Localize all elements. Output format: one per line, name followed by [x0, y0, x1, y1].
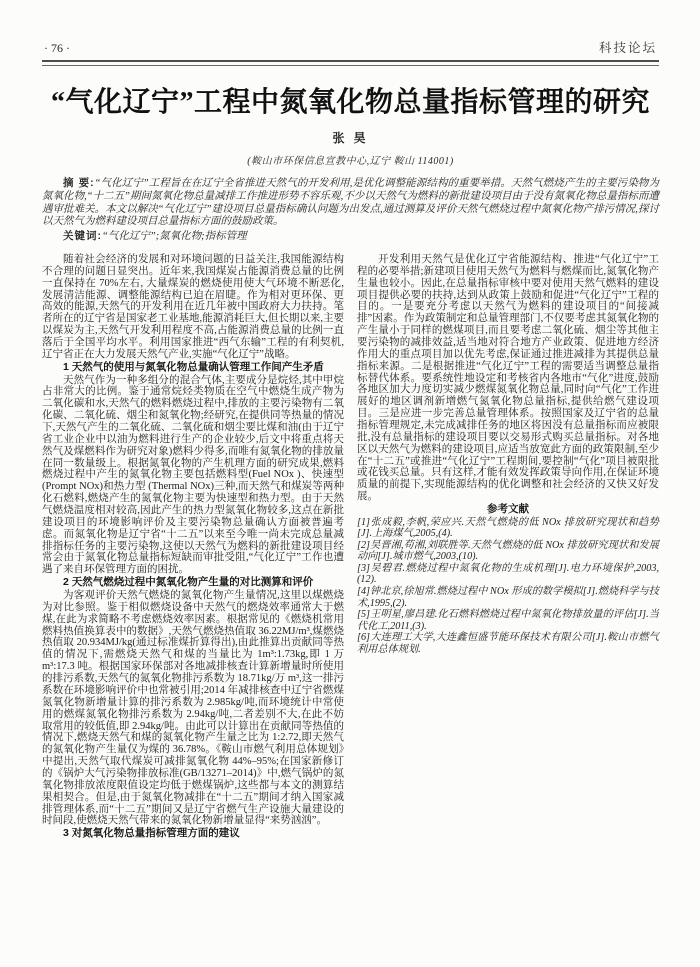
article-author: 张 昊 — [332, 131, 369, 145]
section-2-heading: 2 天然气燃烧过程中氮氧化物产生量的对比测算和评价 — [63, 576, 314, 589]
keywords-label: 关键词: — [63, 230, 102, 243]
reference-item: [3]吴碧君.燃烧过程中氮氧化物的生成机理[J].电力环境保护,2003,(12). — [357, 562, 659, 586]
reference-item: [2]吴晋湘,苟湘,刘联胜等.天然气燃烧的低 NOx 排放研究现状和发展动向[J].城市燃气,2003,(10). — [357, 539, 659, 563]
journal-section: 科技论坛 — [598, 41, 657, 55]
section-2-paragraph: 为客观评价天然气燃烧的氮氧化物产生量情况,这里以煤燃烧为对比参照。鉴于相似燃烧设备中天然气的燃烧效率通常大于燃煤,在此为求简略不考虑燃烧效率因素。根据常见的《燃烧机常用燃料热值换算表中的数据》,天然气燃烧热值取 36.22MJ/m³,煤燃烧热值取 20.934MJ/kg(通过标准煤折算得出),由此推算出贡献同等热值的情况下,需燃烧天然气和煤的当量比为 1m³:1.73kg,即 1 万 m³:17.3 吨。根据国家环保部对各地减排核查计算新增量时所使用的排污系数,天然气的氮氧化物排污系数为 18.71kg/万 m³,这一排污系数在环境影响评价中也常被引用;2014 年减排核查中辽宁省燃煤氮氧化物新增量计算的排污系数为 2.985kg/吨,而环境统计中常使用的燃煤氮氧化物排污系数为 2.94kg/吨,二者差别不大,在此不妨取常用的较低值,即 2.94kg/吨。由此可以计算出在贡献同等热值的情况下,燃烧天然气和煤的氮氧化物产生量之比为 1:2.72,即天然气的氮氧化物产生量仅为煤的 36.78%。《鞍山市燃气利用总体规划》中提出,天然气取代煤炭可减排氮氧化物 44%–95%;在国家新修订的《锅炉大气污染物排放标准(GB/13271–2014)》中,燃气锅炉的氮氧化物排放浓度限值设定均低于燃煤锅炉,这些都与本文的测算结果相契合。但是,由于氮氧化物减排在“十二五”期间才纳入国家减排管理体系,而“十二五”期间又是辽宁省燃气生产设施大量建设的时间段,使燃烧天然气带来的氮氧化物新增量显得“来势汹汹”。 — [42, 590, 344, 827]
reference-item: [4]钟北京,徐旭常.燃烧过程中 NOx 形成的数学模拟[J].燃烧科学与技术,1995,(2). — [357, 585, 659, 609]
page-number: · 76 · — [44, 41, 70, 55]
reference-item: [5]王明星,廖昌建.化石燃料燃烧过程中氮氧化物排放量的评估[J].当代化工,2011,(3). — [357, 609, 659, 632]
section-3-paragraph: 开发利用天然气是优化辽宁省能源结构、推进“气化辽宁”工程的必要举措;新建项目使用天然气为燃料与燃煤而比,氮氧化物产生量也较小。因此,在总量指标审核中要对使用天然气燃料的建设项目提供必要的扶持,达到从政策上鼓励和促进“气化辽宁”工程的目的。一是要充分考虑以天然气为燃料的建设项目的“间接减排”因素。作为政策制定和总量管理部门,不仅要考虑其氮氧化物的产生量小于同样的燃煤项目,而且要考虑二氧化硫、烟尘等其他主要污染物的减排效益,适当地对符合地方产业政策、促进地方经济作用大的重点项目加以优先考虑,保证通过推进减排为其提供总量指标来源。二是根据推进“气化辽宁”工程的需要适当调整总量指标替代体系。要系统性地设定和考核省内各地市“气化”进度,鼓励各地区加大力度切实减少燃煤氮氧化物总量,同时向“气化”工作进展好的地区调剂新增燃气氮氧化物总量指标,提供给燃气建设项目。三是应进一步完善总量管理体系。按照国家及辽宁省的总量指标管理规定,未完成减排任务的地区将因没有总量指标而应被限批,没有总量指标的建设项目要以交易形式购买总量指标。对各地区以天然气为燃料的建设项目,应适当放宽此方面的政策限制,至少在“十二五”或推进“气化辽宁”工程期间,要控制“气化”项目被限批或花钱买总量。只有这样,才能有效发挥政策导向作用,在保证环境质量的前提下,实现能源结构的优化调整和社会经济的又快又好发展。 — [357, 253, 659, 503]
reference-item: [1]张成毅,李帆,荣应兴.天然气燃烧的低 NOx 排放研究现状和趋势[J].上海煤气,2005,(4). — [357, 516, 659, 540]
abstract-text: “气化辽宁”工程旨在在辽宁全省推进天然气的开发利用,是优化调整能源结构的重要举措。天然气燃烧产生的主要污染物为氮氧化物,“十二五”期间氮氧化物总量减排工作推进形势不容乐观,不少以天然气为燃料的新批建设项目由于没有氮氧化物总量指标而遭遇审批难关。本文以解决“气化辽宁”建设项目总量指标确认问题为出发点,通过测算及评价天然气燃烧过程中氮氧化物产排污情况,探讨以天然气为燃料建设项目总量指标方面的鼓励政策。 — [42, 178, 659, 228]
abstract-label: 摘 要: — [63, 177, 95, 189]
keywords-text: “气化辽宁”;氮氧化物;指标管理 — [102, 231, 247, 243]
page-header — [42, 38, 659, 60]
intro-paragraph: 随着社会经济的发展和对环境问题的日益关注,我国能源结构不合理的问题日显突出。近年来,我国煤炭占能源消费总量的比例一直保持在 70%左右, 大量煤炭的燃烧使用使大气环境不断恶化,发展清洁能源、调整能源结构已迫在眉睫。作为相对更环保、更高效的能源,天然气的开发利用在近几年被中国政府大力扶持。笔者所在的辽宁省是国家老工业基地,能源消耗巨大,但长期以来,主要以煤炭为主,天然气开发利用程度不高,占能源消费总量的比例一直落后于全国平均水平。利用国家推进“西气东输”工程的有利契机,辽宁省正在大力发展天然气产业,实施“气化辽宁”战略。 — [42, 253, 344, 360]
references-heading: 参考文献 — [487, 503, 529, 516]
article-title: “气化辽宁”工程中氮氧化物总量指标管理的研究 — [50, 87, 650, 118]
left-column — [42, 254, 344, 841]
section-1-heading: 1 天然气的使用与氮氧化物总量确认管理工作间产生矛盾 — [63, 360, 324, 373]
article-affiliation: (鞍山市环保信息宣教中心,辽宁 鞍山 114001) — [247, 156, 454, 167]
header-rule — [42, 60, 659, 66]
two-column-body — [42, 254, 659, 841]
section-3-heading: 3 对氮氧化物总量指标管理方面的建议 — [63, 827, 240, 840]
section-1-paragraph: 天然气作为一种多组分的混合气体,主要成分是烷烃,其中甲烷占非常大的比例。鉴于通常烷烃类物质在空气中燃烧生成产物为二氧化碳和水,天然气的燃料燃烧过程中,排放的主要污染物有二氧化碳、二氧化硫、烟尘和氮氧化物;经研究,在提供同等热量的情况下,天然气产生的二氧化硫、二氧化硫和烟尘要比煤和油(由于辽宁省工业企业中以油为燃料进行生产的企业较少,后文中将重点将天然气及煤燃料作为研究对象)燃料少得多,而唯有氮氧化物的排放量在同一数量级上。根据氮氧化物的产生机理方面的研究成果,燃料燃烧过程中产生的氮氧化物主要包括燃料型(Fuel NOx )、快速型(Prompt NOx)和热力型 (Thermal NOx)三种,而天然气和煤炭等两种化石燃料,燃烧产生的氮氧化物主要为快速型和热力型。由于天然气燃烧温度相对较高,因此产生的热力型氮氧化物较多,这点在新批建设项目的环境影响评价及主要污染物总量确认方面被普遍考虑。而氮氧化物是辽宁省“十二五”以来至今唯一尚未完成总量减排指标任务的主要污染物,这使以天然气为燃料的新批建设项目经常会由于氮氧化物总量指标短缺而审批受阻,“气化辽宁”工作也遭遇了来自环保管理方面的困扰。 — [42, 374, 344, 576]
reference-item: [6]大连理工大学,大连鑫恒盛节能环保技术有限公司[J].鞍山市燃气利用总体规划. — [357, 632, 659, 655]
keywords-line — [42, 230, 659, 244]
abstract-paragraph — [42, 177, 659, 229]
right-column — [357, 254, 659, 841]
